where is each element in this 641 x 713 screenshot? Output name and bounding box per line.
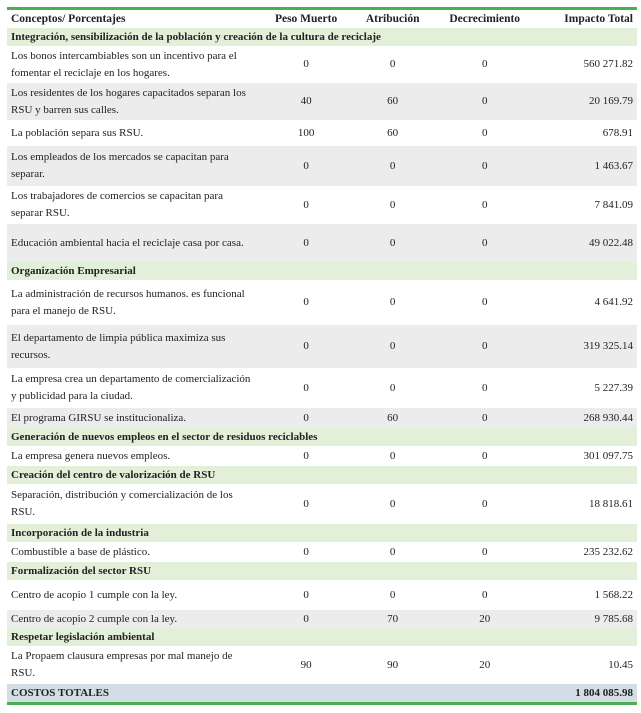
peso-muerto-cell: 0: [303, 497, 309, 510]
concept-cell: Los empleados de los mercados se capacitan para separar.: [7, 146, 260, 186]
table-row: [7, 542, 637, 562]
header-peso-muerto: Peso Muerto: [274, 12, 338, 25]
impacto-total-cell: 10.45: [608, 658, 633, 671]
impacto-total-cell: 235 232.62: [583, 545, 633, 558]
impact-table-container: [7, 7, 637, 705]
concept-cell: Centro de acopio 1 cumple con la ley.: [11, 588, 178, 601]
decrecimiento-cell: 0: [481, 545, 488, 558]
impacto-total-cell: 5 227.39: [594, 381, 633, 394]
table-row: [7, 224, 637, 262]
section-row: [7, 466, 637, 484]
section-title: Integración, sensibilización de la población y creación de la cultura de reciclaje: [7, 28, 637, 46]
atribucion-cell: 0: [389, 497, 396, 510]
decrecimiento-cell: 0: [481, 381, 488, 394]
atribucion-cell: 60: [352, 83, 433, 120]
impacto-total-cell: 301 097.75: [583, 449, 633, 462]
impacto-total-cell: 20 169.79: [536, 83, 637, 120]
atribucion-cell: 0: [389, 58, 396, 70]
decrecimiento-cell: 0: [481, 198, 488, 211]
table-row: [7, 325, 637, 368]
atribucion-cell: 70: [352, 610, 433, 628]
table-row: [7, 368, 637, 408]
section-title: Formalización del sector RSU: [7, 562, 637, 580]
concept-cell: La empresa crea un departamento de comercialización y publicidad para la ciudad.: [11, 373, 251, 402]
concept-cell: Combustible a base de plástico.: [11, 545, 150, 558]
atribucion-cell: 0: [352, 325, 433, 368]
table-row: [7, 120, 637, 146]
section-row: [7, 262, 637, 280]
concept-cell: La población separa sus RSU.: [11, 126, 144, 139]
peso-muerto-cell: 40: [260, 83, 352, 120]
peso-muerto-cell: 0: [260, 224, 352, 262]
impacto-total-cell: 319 325.14: [536, 325, 637, 368]
atribucion-cell: 0: [389, 588, 396, 601]
header-decrecimiento: Decrecimiento: [449, 12, 521, 25]
decrecimiento-cell: 0: [481, 497, 488, 510]
decrecimiento-cell: 0: [481, 296, 488, 308]
table-row: [7, 83, 637, 120]
atribucion-cell: 90: [387, 658, 399, 671]
impacto-total-cell: 49 022.48: [536, 224, 637, 262]
atribucion-cell: 0: [389, 296, 396, 308]
table-row: [7, 580, 637, 610]
header-impacto-total: Impacto Total: [564, 12, 633, 25]
total-label: COSTOS TOTALES: [7, 684, 536, 702]
section-row: [7, 524, 637, 542]
concept-cell: Centro de acopio 2 cumple con la ley.: [7, 610, 260, 628]
concept-cell: La administración de recursos humanos. es funcional para el manejo de RSU.: [11, 287, 245, 317]
peso-muerto-cell: 0: [303, 198, 309, 211]
total-row: [7, 684, 637, 702]
total-value: 1 804 085.98: [536, 684, 637, 702]
peso-muerto-cell: 100: [297, 126, 315, 139]
table-row: [7, 280, 637, 325]
impacto-total-cell: 9 785.68: [536, 610, 637, 628]
concept-cell: Los trabajadores de comercios se capacitan para separar RSU.: [11, 190, 223, 219]
decrecimiento-cell: 20: [479, 658, 491, 671]
section-row: [7, 28, 637, 46]
section-title: Generación de nuevos empleos en el sector de residuos reciclables: [7, 428, 637, 446]
section-title: Respetar legislación ambiental: [7, 628, 637, 646]
peso-muerto-cell: 0: [260, 408, 352, 428]
decrecimiento-cell: 0: [433, 83, 536, 120]
peso-muerto-cell: 0: [303, 449, 309, 462]
header-row: [7, 10, 637, 28]
decrecimiento-cell: 20: [433, 610, 536, 628]
atribucion-cell: 0: [389, 198, 396, 211]
peso-muerto-cell: 0: [303, 58, 309, 70]
peso-muerto-cell: 0: [303, 545, 309, 558]
header-concepts: Conceptos/ Porcentajes: [11, 12, 126, 25]
concept-cell: Separación, distribución y comercialización de los RSU.: [11, 489, 233, 518]
atribucion-cell: 0: [352, 146, 433, 186]
table-row: [7, 446, 637, 466]
decrecimiento-cell: 0: [433, 224, 536, 262]
section-title: Creación del centro de valorización de RSU: [7, 466, 637, 484]
impacto-total-cell: 1 568.22: [594, 588, 633, 601]
impacto-total-cell: 7 841.09: [594, 198, 633, 211]
atribucion-cell: 60: [387, 126, 399, 139]
atribucion-cell: 0: [352, 224, 433, 262]
atribucion-cell: 0: [389, 449, 396, 462]
atribucion-cell: 0: [389, 545, 396, 558]
table-row: [7, 646, 637, 684]
decrecimiento-cell: 0: [433, 325, 536, 368]
concept-cell: La empresa genera nuevos empleos.: [11, 449, 171, 462]
decrecimiento-cell: 0: [433, 408, 536, 428]
impacto-total-cell: 1 463.67: [536, 146, 637, 186]
impacto-total-cell: 678.91: [602, 126, 633, 139]
concept-cell: Los bonos intercambiables son un incentivo para el fomentar el reciclaje en los hogares.: [11, 49, 237, 79]
decrecimiento-cell: 0: [481, 588, 488, 601]
impacto-total-cell: 18 818.61: [589, 497, 633, 510]
table-row: [7, 146, 637, 186]
table-row: [7, 484, 637, 524]
table-row: [7, 46, 637, 83]
table-row: [7, 408, 637, 428]
bottom-rule: [7, 702, 637, 705]
section-row: [7, 428, 637, 446]
table-row: [7, 186, 637, 224]
header-atribucion: Atribución: [365, 12, 420, 25]
section-title: Incorporación de la industria: [7, 524, 637, 542]
peso-muerto-cell: 0: [303, 588, 309, 601]
concept-cell: El departamento de limpia pública maximiza sus recursos.: [7, 325, 260, 368]
impact-table: [7, 10, 637, 702]
decrecimiento-cell: 0: [481, 126, 488, 139]
peso-muerto-cell: 0: [303, 296, 309, 308]
impacto-total-cell: 560 271.82: [583, 58, 633, 70]
peso-muerto-cell: 0: [260, 610, 352, 628]
concept-cell: La Propaem clausura empresas por mal manejo de RSU.: [11, 650, 233, 679]
peso-muerto-cell: 0: [303, 381, 309, 394]
atribucion-cell: 0: [389, 381, 396, 394]
peso-muerto-cell: 0: [260, 325, 352, 368]
concept-cell: Los residentes de los hogares capacitados separan los RSU y barren sus calles.: [7, 83, 260, 120]
peso-muerto-cell: 90: [300, 658, 312, 671]
atribucion-cell: 60: [352, 408, 433, 428]
impacto-total-cell: 4 641.92: [594, 296, 633, 308]
decrecimiento-cell: 0: [481, 449, 488, 462]
section-title: Organización Empresarial: [7, 262, 637, 280]
decrecimiento-cell: 0: [481, 58, 488, 70]
decrecimiento-cell: 0: [433, 146, 536, 186]
table-row: [7, 610, 637, 628]
concept-cell: Educación ambiental hacia el reciclaje casa por casa.: [7, 224, 260, 262]
peso-muerto-cell: 0: [260, 146, 352, 186]
section-row: [7, 628, 637, 646]
concept-cell: El programa GIRSU se institucionaliza.: [7, 408, 260, 428]
section-row: [7, 562, 637, 580]
impacto-total-cell: 268 930.44: [536, 408, 637, 428]
